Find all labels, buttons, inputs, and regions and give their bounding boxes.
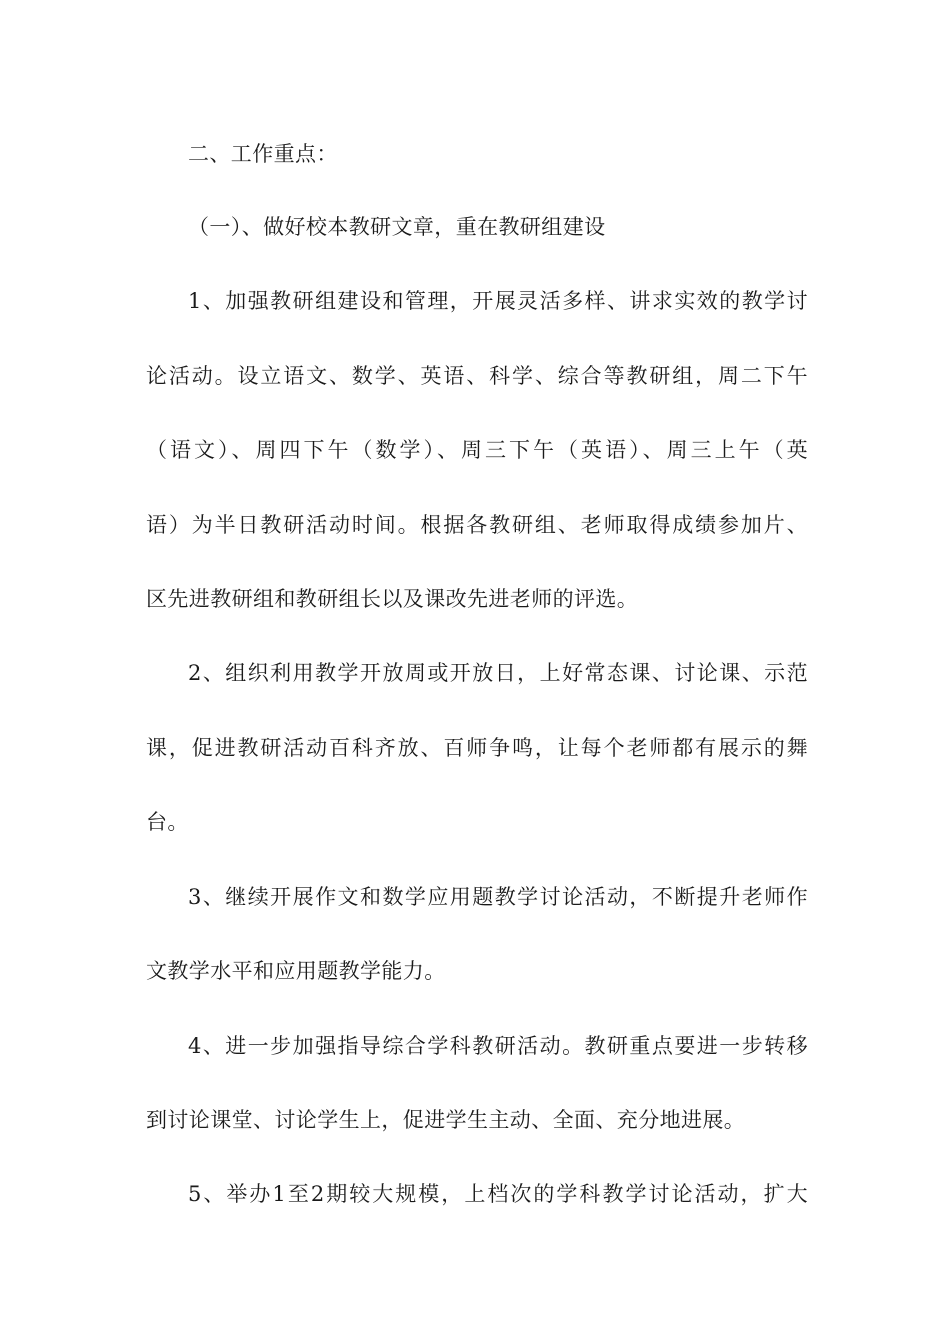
paragraph-1-line-1: 1、加强教研组建设和管理，开展灵活多样、讲求实效的教学讨 bbox=[188, 289, 808, 313]
paragraph-1-line-5: 区先进教研组和教研组长以及课改先进老师的评选。 bbox=[146, 587, 639, 611]
paragraph-3-line-2: 文教学水平和应用题教学能力。 bbox=[146, 959, 446, 983]
paragraph-3-line-1: 3、继续开展作文和数学应用题教学讨论活动，不断提升老师作 bbox=[188, 885, 808, 909]
paragraph-1-line-4: 语）为半日教研活动时间。根据各教研组、老师取得成绩参加片、 bbox=[146, 513, 808, 537]
paragraph-1-line-2: 论活动。设立语文、数学、英语、科学、综合等教研组，周二下午 bbox=[146, 364, 808, 388]
paragraph-5-line-1: 5、举办1至2期较大规模，上档次的学科教学讨论活动，扩大 bbox=[188, 1182, 808, 1206]
paragraph-1-line-3: （语文）、周四下午（数学）、周三下午（英语）、周三上午（英 bbox=[146, 438, 808, 462]
section-heading: 二、工作重点： bbox=[188, 142, 338, 166]
paragraph-4-line-2: 到讨论课堂、讨论学生上，促进学生主动、全面、充分地进展。 bbox=[146, 1108, 746, 1132]
subsection-heading: （一）、做好校本教研文章，重在教研组建设 bbox=[188, 215, 606, 239]
paragraph-2-line-3: 台。 bbox=[146, 810, 189, 834]
paragraph-2-line-1: 2、组织利用教学开放周或开放日，上好常态课、讨论课、示范 bbox=[188, 661, 808, 685]
paragraph-4-line-1: 4、进一步加强指导综合学科教研活动。教研重点要进一步转移 bbox=[188, 1034, 808, 1058]
paragraph-2-line-2: 课，促进教研活动百科齐放、百师争鸣，让每个老师都有展示的舞 bbox=[146, 736, 808, 760]
